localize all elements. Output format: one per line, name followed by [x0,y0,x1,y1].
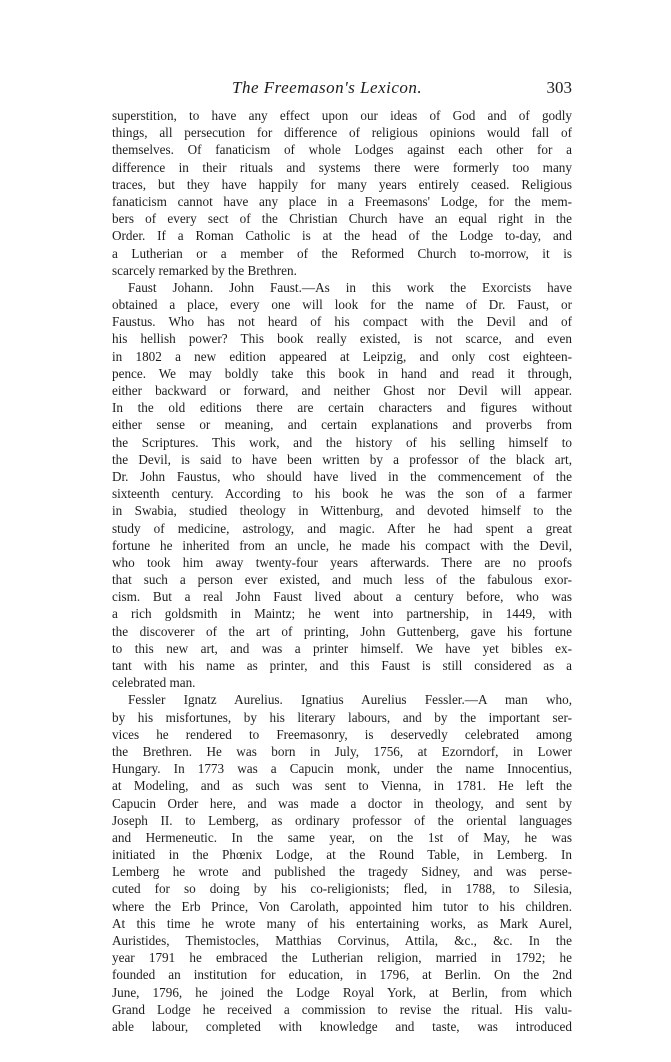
text-line: where the Erb Prince, Von Carolath, appointed him tutor to his children. [112,898,572,914]
text-line: Grand Lodge he received a commission to revise the ritual. His valu- [112,1001,572,1017]
text-line: vices he rendered to Freemasonry, is deservedly celebrated among [112,726,572,742]
running-title: The Freemason's Lexicon. [232,78,423,97]
text-line: Hungary. In 1773 was a Capucin monk, under the name Innocentius, [112,761,572,777]
text-line: by his misfortunes, by his literary labours, and by the important ser- [112,709,572,725]
text-line: At this time he wrote many of his entertaining works, as Mark Aurel, [112,915,572,931]
text-line: Lemberg he wrote and published the tragedy Sidney, and was perse- [112,864,572,880]
text-line: June, 1796, he joined the Lodge Royal York, at Berlin, from which [112,984,572,1000]
text-line: pence. We may boldly take this book in hand and read it through, [112,365,572,381]
text-line: Dr. John Faustus, who should have lived in the commencement of the [112,468,572,484]
text-line: in Swabia, studied theology in Wittenburg, and devoted himself to the [112,503,572,519]
text-line: that such a person ever existed, and much less of the fabulous exor- [112,572,572,588]
text-line: a Lutherian or a member of the Reformed Church to-morrow, it is [112,245,572,261]
text-line: the discoverer of the art of printing, John Guttenberg, gave his fortune [112,623,572,639]
text-line: the Scriptures. This work, and the history of his selling himself to [112,434,572,450]
text-line: Capucin Order here, and was made a doctor in theology, and sent by [112,795,572,811]
text-line: either backward or forward, and neither Ghost nor Devil will appear. [112,383,572,398]
text-line: tant with his name as printer, and this Faust is still considered as a [112,658,572,673]
text-line: either sense or meaning, and certain explanations and proverbs from [112,417,572,433]
text-line: bers of every sect of the Christian Church have an equal right in the [112,211,572,227]
text-line: the Devil, is said to have been written by a professor of the black art, [112,451,572,467]
text-line: things, all persecution for difference of religious opinions would fall of [112,125,572,141]
text-line: the Brethren. He was born in July, 1756, at Ezorndorf, in Lower [112,743,572,759]
text-line: in 1802 a new edition appeared at Leipzig, and only cost eighteen- [112,348,572,364]
text-line: who took him away twenty-four years afterwards. There are no proofs [112,554,572,570]
text-line: cuted for so doing by his co-religionists; fled, in 1788, to Silesia, [112,881,572,897]
text-line: difference in their rituals and systems there were formerly too many [112,159,572,175]
text-line: scarcely remarked by the Brethren. [112,262,297,278]
text-line: In the old editions there are certain characters and figures without [112,400,572,416]
text-line: celebrated man. [112,675,196,691]
text-line: year 1791 he embraced the Lutherian religion, married in 1792; he [112,950,572,966]
text-line: to this new art, and was a printer himself. We have yet bibles ex- [112,640,572,656]
text-line: obtained a place, every one will look for the name of Dr. Faust, or [112,297,572,313]
text-line: traces, but they have happily for many years entirely ceased. Religious [112,176,572,192]
text-line: Faustus. Who has not heard of his compact with the Devil and of [112,314,572,330]
text-line: Joseph II. to Lemberg, as ordinary professor of the oriental languages [112,812,572,828]
text-line: at Modeling, and as such was sent to Vienna, in 1781. He left the [112,778,572,794]
text-line: a rich goldsmith in Maintz; he went into partnership, in 1449, with [112,606,572,622]
text-line: and Hermeneutic. In the same year, on the 1st of May, he was [112,829,572,845]
page-number: 303 [546,78,572,97]
text-line: Fessler Ignatz Aurelius. Ignatius Aurelius Fessler.—A man who, [128,692,572,708]
text-line: superstition, to have any effect upon our ideas of God and of godly [112,108,572,123]
text-line: initiated in the Phœnix Lodge, at the Round Table, in Lemberg. In [112,847,572,863]
text-line: cism. But a real John Faust lived about a century before, who was [112,589,572,605]
body-text [112,107,572,1035]
running-head [112,78,572,100]
text-line: founded an institution for education, in 1796, at Berlin. On the 2nd [112,967,572,983]
text-line: Auristides, Themistocles, Matthias Corvinus, Attila, &c., &c. In the [112,933,572,948]
text-line: able labour, completed with knowledge and taste, was introduced [112,1018,572,1034]
text-line: fanaticism cannot have any place in a Freemasons' Lodge, for the mem- [112,193,572,209]
text-line: Faust Johann. John Faust.—As in this work the Exorcists have [128,279,572,295]
text-line: sixteenth century. According to his book he was the son of a farmer [112,486,572,502]
text-line: study of medicine, astrology, and magic. After he had spent a great [112,520,572,536]
text-line: fortune he inherited from an uncle, he made his compact with the Devil, [112,537,572,553]
text-line: themselves. Of fanaticism of whole Lodges against each other for a [112,142,572,158]
text-line: his hellish power? This book really existed, is not scarce, and even [112,331,572,347]
text-line: Order. If a Roman Catholic is at the head of the Lodge to-day, and [112,228,572,244]
